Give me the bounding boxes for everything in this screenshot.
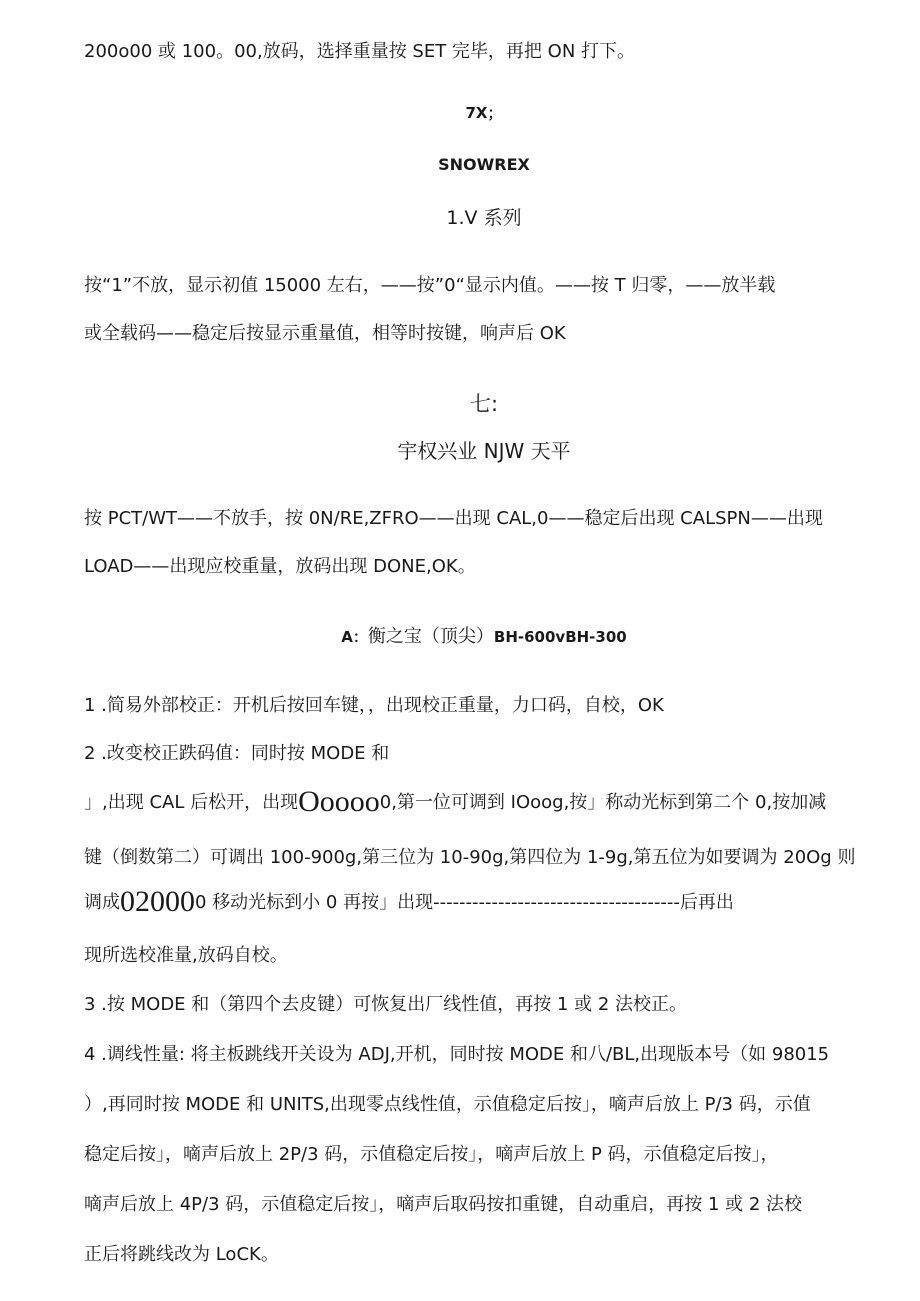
item-4-line-1: 4 .调线性量: 将主板跳线开关设为 ADJ,开机，同时按 MODE 和八/BL,出现版本号（如 98015 bbox=[84, 1044, 830, 1065]
document-page bbox=[84, 0, 884, 1301]
item-2-line-4-text-c: 后再出 bbox=[679, 892, 734, 913]
heading-a-title: 衡之宝（顶尖） bbox=[367, 626, 494, 647]
item-4-line-4: 嘀声后放上 4P/3 码，示值稳定后按」，嘀声后取码按扣重键，自动重启，再按 1 或 2 法校 bbox=[84, 1194, 803, 1215]
snowrex-para-line-2: 或全载码——稳定后按显示重量值，相等时按键，响声后 OK bbox=[84, 323, 566, 344]
item-2-dash-rule: -------------------------------------- bbox=[433, 892, 680, 913]
item-2-line-2 bbox=[84, 785, 827, 822]
item-1: 1 .简易外部校正：开机后按回车键，，出现校正重量，力口码，自校，OK bbox=[84, 695, 664, 716]
item-2-line-4-text-b: 0 移动光标到小 0 再按」出现 bbox=[195, 892, 434, 913]
item-2-line-4-text-a: 调成 bbox=[84, 892, 120, 913]
item-2-line-5: 现所选校准量,放码自校。 bbox=[84, 945, 288, 966]
heading-yuquan-njw: 宇权兴业 NJW 天平 bbox=[397, 439, 571, 463]
njw-para-line-1: 按 PCT/WT——不放手，按 0N/RE,ZFRO——出现 CAL,0——稳定后出现 CALSPN——出现 bbox=[84, 508, 823, 529]
item-2-line-4 bbox=[84, 885, 734, 922]
item-2-display-value: Ooooo bbox=[298, 785, 380, 818]
item-2-line-1: 2 .改变校正跌码值：同时按 MODE 和 bbox=[84, 743, 390, 764]
item-2-line-3: 键（倒数第二）可调出 100-900g,第三位为 10-90g,第四位为 1-9g,第五位为如要调为 20Og 则 bbox=[84, 847, 856, 868]
heading-a-models: BH-600vBH-300 bbox=[493, 628, 627, 646]
item-4-line-5: 正后将跳线改为 LoCK。 bbox=[84, 1244, 279, 1265]
snowrex-para-line-1: 按“1”不放，显示初值 15000 左右，——按”0“显示内值。——按 T 归零，——放半载 bbox=[84, 275, 776, 296]
heading-snowrex: SNOWREX bbox=[438, 155, 530, 174]
heading-hengzhibao bbox=[84, 625, 884, 649]
item-4-line-2: ）,再同时按 MODE 和 UNITS,出现零点线性值，示值稳定后按」，嘀声后放上 P/3 码，示值 bbox=[84, 1094, 811, 1115]
item-2-line-2-text-a: 」,出现 CAL 后松开，出现 bbox=[84, 792, 299, 813]
njw-para-line-2: LOAD——出现应校重量，放码出现 DONE,OK。 bbox=[84, 556, 476, 577]
heading-7x: 7X； bbox=[465, 104, 503, 122]
item-2-display-value-2: 02000 bbox=[120, 885, 195, 918]
item-2-line-2-text-b: 0,第一位可调到 IOoog,按」称动光标到第二个 0,按加减 bbox=[379, 792, 827, 813]
item-3: 3 .按 MODE 和（第四个去皮键）可恢复出厂线性值，再按 1 或 2 法校正。 bbox=[84, 994, 688, 1015]
heading-seven: 七: bbox=[469, 392, 499, 416]
heading-lv-series: 1.V 系列 bbox=[446, 207, 522, 229]
heading-a-prefix: A： bbox=[341, 628, 368, 646]
intro-line: 200o00 或 100。00,放码，选择重量按 SET 完毕，再把 ON 打下。 bbox=[84, 41, 636, 62]
item-4-line-3: 稳定后按」，嘀声后放上 2P/3 码，示值稳定后按」，嘀声后放上 P 码，示值稳定后按」， bbox=[84, 1144, 779, 1165]
